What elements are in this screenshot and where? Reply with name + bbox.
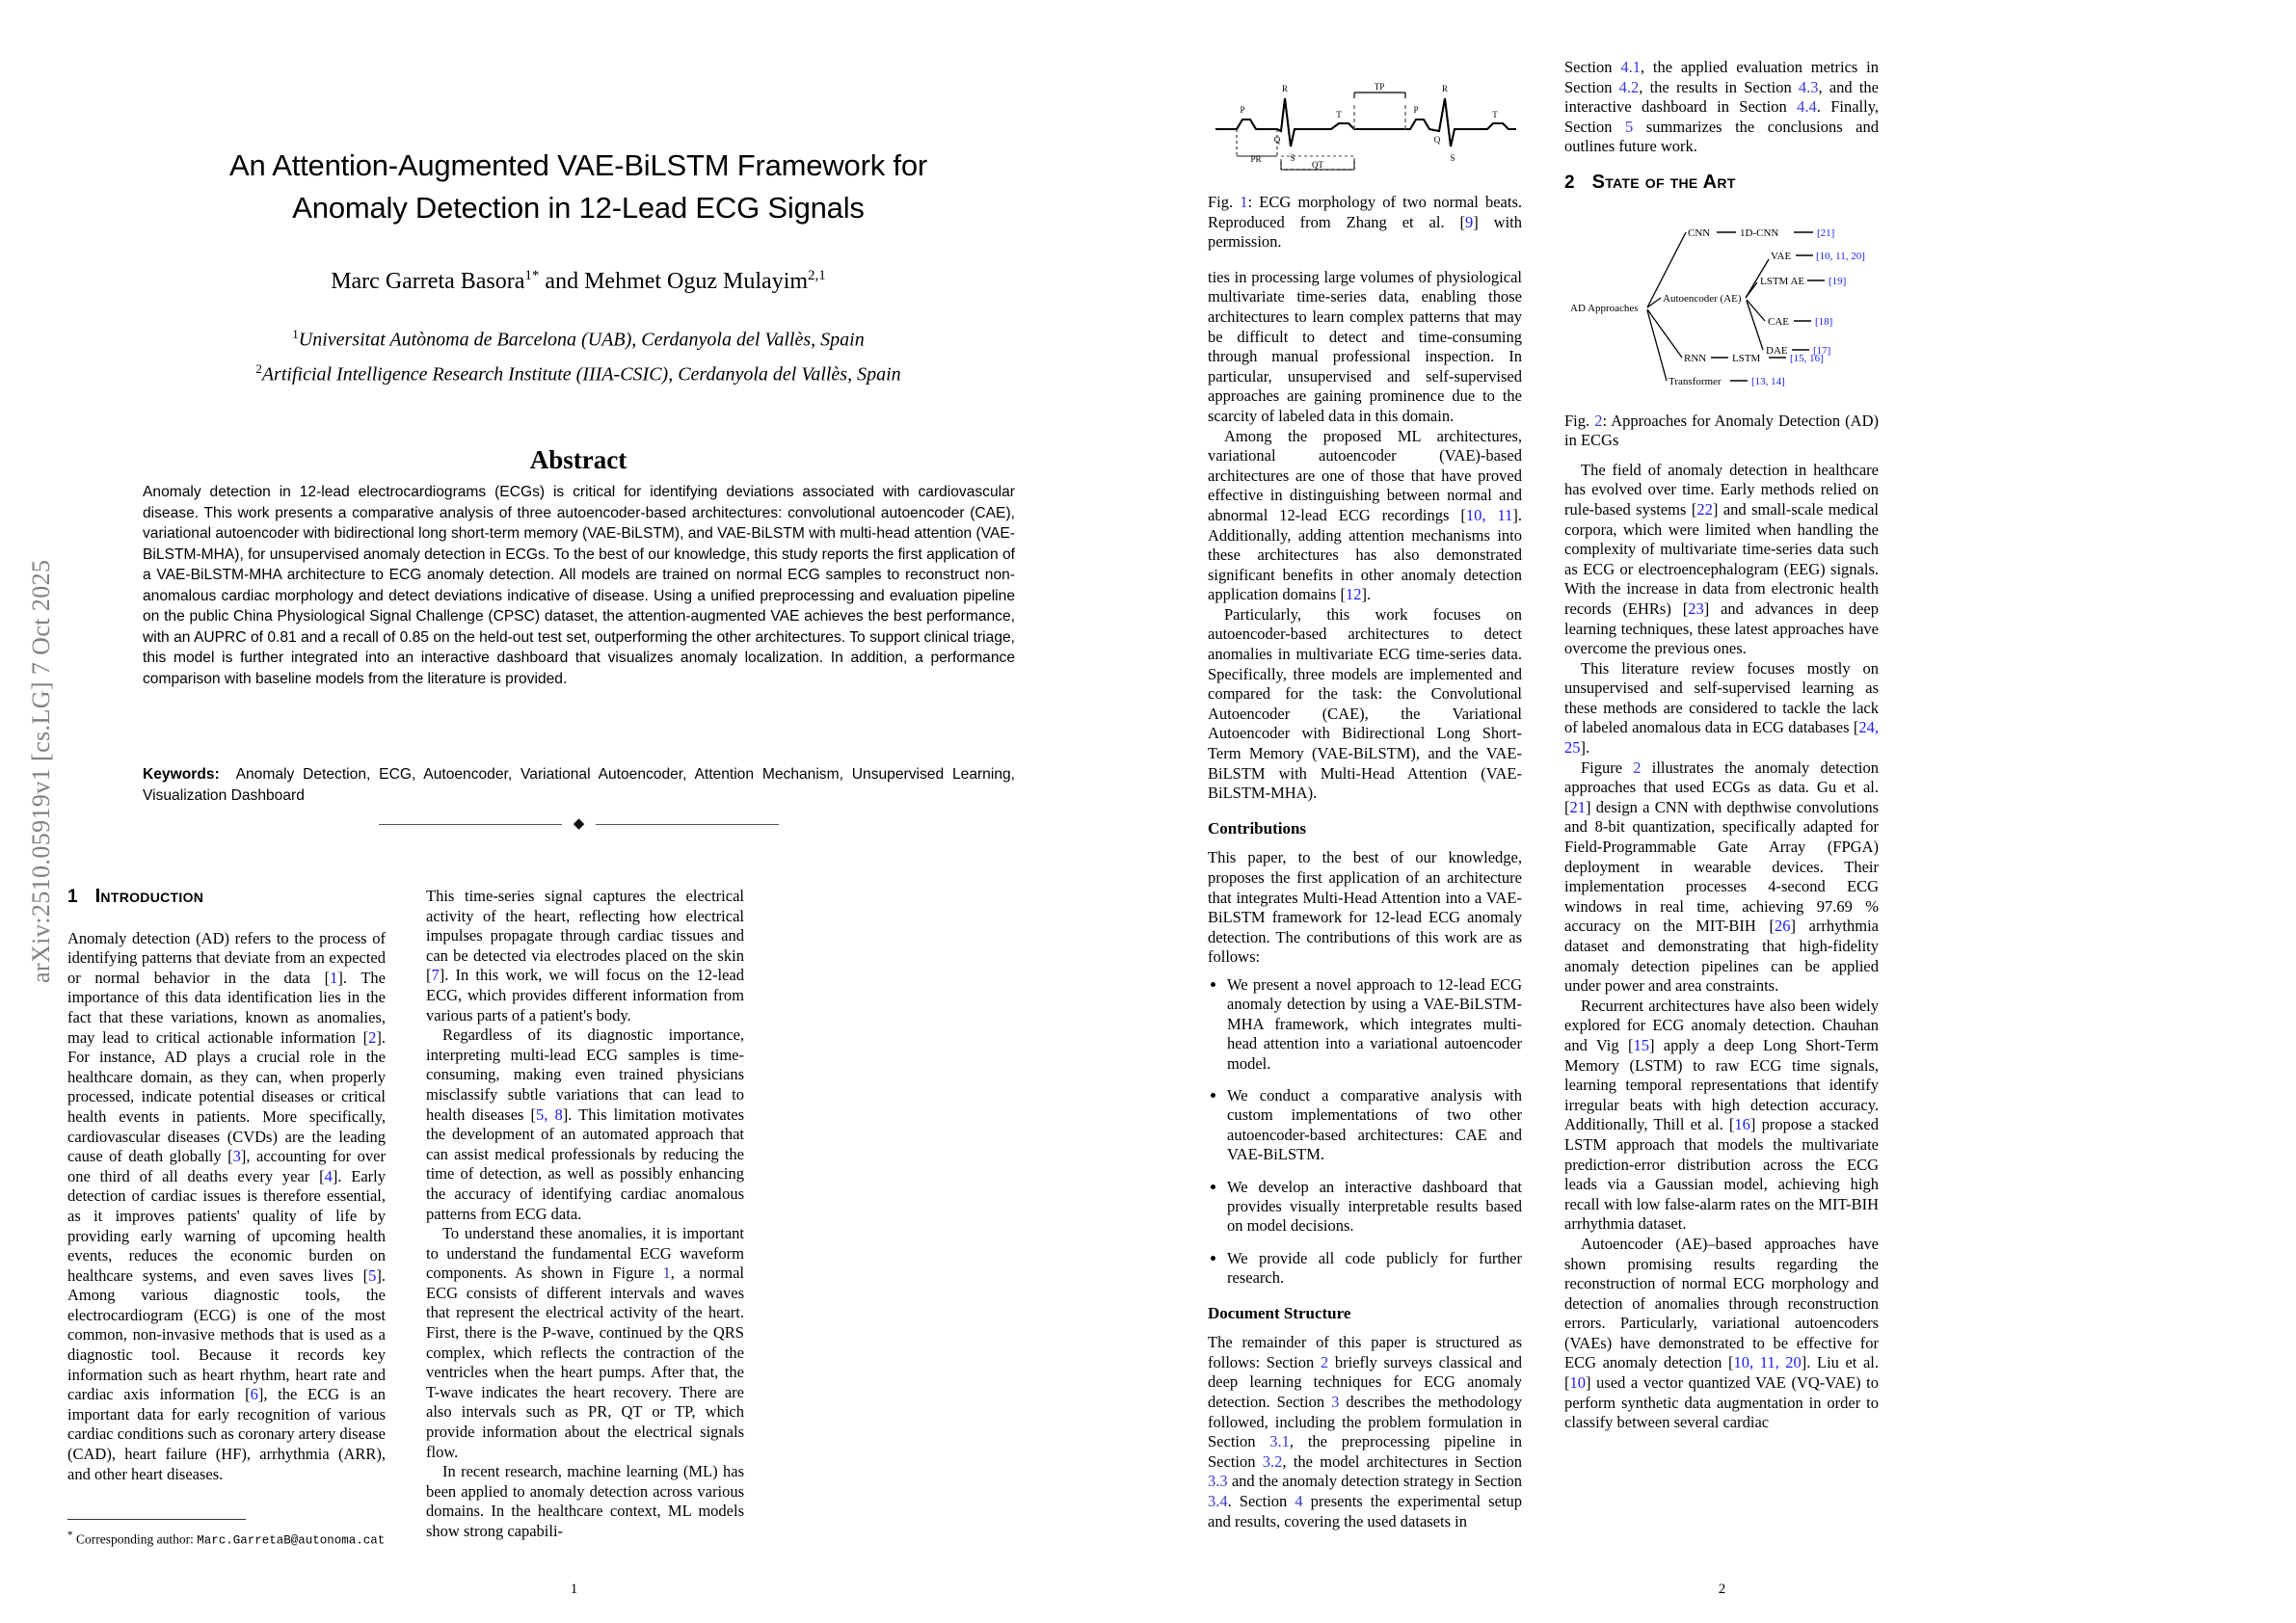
- citation-13-14: [13, 14]: [1751, 375, 1785, 387]
- section-title: Introduction: [94, 886, 204, 907]
- affiliation-2: [92, 355, 1065, 389]
- figure-1-caption: [1208, 193, 1522, 253]
- list-item: • We develop an interactive dashboard that provides visually interpretable results based on model decisions.: [1227, 1178, 1522, 1237]
- figure-2-caption-text: Approaches for Anomaly Detection (AD) in ECGs: [1564, 411, 1880, 450]
- paragraph: Autoencoder (AE)–based approaches have shown promising results regarding the reconstruction of normal ECG morphology and detection of anomalies through reconstruction errors. Particularly, variational autoencoders (VAEs) have demonstrated to be effective for ECG anomaly detection [10, 11, 20]. Liu et al. [10] used a vector quantized VAE (VQ-VAE) to perform synthetic data augmentation in order to classify between several cardiac: [1564, 1234, 1879, 1432]
- page2-column-2: [1564, 58, 1879, 1542]
- paragraph: In recent research, machine learning (ML) has been applied to anomaly detection across various domains. In the healthcare context, ML models show strong capabili-: [426, 1462, 744, 1540]
- keywords-block: [143, 764, 1015, 806]
- node-lstm-ae: LSTM AE: [1760, 275, 1805, 287]
- paragraph: Among the proposed ML architectures, variational autoencoder (VAE)-based architectures are one of those that have proved effective in distinguishing between normal and abnormal 12-lead ECG recordings [10, 11]. Additionally, adding attention mechanisms into these architectures has also demonstrated significant benefits in other anomaly detection application domains [12].: [1208, 426, 1522, 604]
- figure-2-ad-approaches-tree: [1564, 215, 1879, 398]
- list-item: • We provide all code publicly for further research.: [1227, 1249, 1522, 1289]
- list-item: • We present a novel approach to 12-lead ECG anomaly detection by using a VAE-BiLSTM-MHA framework, which integrates multi-head attention into a variational autoencoder model.: [1227, 975, 1522, 1074]
- svg-text:S: S: [1450, 153, 1455, 163]
- abstract-heading: Abstract: [529, 445, 627, 474]
- paragraph: This time-series signal captures the electrical activity of the heart, reflecting how electrical impulses propagate through cardiac tissues and can be detected via electrodes placed on the skin [7]. In this work, we will focus on the 12-lead ECG, which provides different information from various parts of a patient's body.: [426, 887, 744, 1024]
- citation-18: [18]: [1815, 315, 1833, 328]
- page-title: [92, 145, 1065, 229]
- keywords-list: Anomaly Detection, ECG, Autoencoder, Variational Autoencoder, Attention Mechanism, Unsupervised Learning, Visualization Dashboard: [143, 766, 1015, 804]
- svg-text:QT: QT: [1312, 160, 1323, 170]
- citation-17: [17]: [1813, 344, 1831, 357]
- svg-text:P: P: [1240, 105, 1245, 115]
- paragraph: This literature review focuses mostly on unsupervised and self-supervised learning as these methods are considered to tackle the lack of labeled anomalous data in ECG databases [24, 25].: [1564, 658, 1879, 758]
- svg-text:P: P: [1413, 105, 1419, 115]
- node-1d-cnn: 1D-CNN: [1740, 226, 1779, 239]
- title-line-1: An Attention-Augmented VAE-BiLSTM Framework for: [229, 148, 927, 182]
- node-vae: VAE: [1771, 250, 1792, 262]
- divider-rule-left: [379, 824, 562, 825]
- author-1-name: Marc Garreta Basora: [331, 269, 525, 294]
- subheading-contributions: Contributions: [1208, 818, 1307, 838]
- keywords-label: Keywords:: [143, 766, 220, 783]
- figure-1-caption-text-a: ECG morphology of two normal beats. Reproduced from Zhang et al. [: [1208, 193, 1522, 231]
- affiliations: [92, 320, 1065, 388]
- author-2-name: Mehmet Oguz Mulayim: [584, 269, 809, 294]
- footnote-rule: [67, 1519, 246, 1520]
- figure-2-label: Fig. 2:: [1564, 411, 1608, 430]
- paragraph: This paper, to the best of our knowledge, proposes the first application of an architecture that integrates Multi-Head Attention into a VAE-BiLSTM framework for 12-lead ECG anomaly detection. The contributions of this work are as follows:: [1208, 848, 1522, 967]
- node-lstm: LSTM: [1732, 352, 1761, 364]
- figure-1-ecg-morphology: [1208, 69, 1522, 175]
- paragraph: Section 4.1, the applied evaluation metrics in Section 4.2, the results in Section 4.3, and the interactive dashboard in Section 4.4. Finally, Section 5 summarizes the conclusions and outlines future work.: [1564, 58, 1880, 156]
- citation-21: [21]: [1817, 226, 1835, 239]
- contributions-list: [1208, 975, 1522, 1289]
- svg-text:S: S: [1290, 153, 1295, 163]
- title-block: [92, 145, 1065, 388]
- page-2: [1148, 0, 2296, 1623]
- ad-approaches-tree-svg: [1564, 215, 1879, 394]
- affiliation-1-text: Universitat Autònoma de Barcelona (UAB), Cerdanyola del Vallès, Spain: [298, 329, 865, 351]
- section-heading-state-of-the-art: [1564, 173, 1879, 194]
- paragraph: The field of anomaly detection in healthcare has evolved over time. Early methods relied on rule-based systems [22] and small-scale medical corpora, which were limited when handling the complexity of multivariate time-series data such as ECG or electroencephalogram (EEG) signals. With the increase in data from electronic health records (EHRs) [23] and advances in deep learning techniques, these latest approaches have overcome the previous ones.: [1564, 460, 1879, 658]
- paragraph: To understand these anomalies, it is important to understand the fundamental ECG waveform components. As shown in Figure 1, a normal ECG consists of different intervals and waves that represent the electrical activity of the heart. First, there is the P-wave, continued by the QRS complex, which reflects the contraction of the ventricles when the heart pumps. After that, the T-wave indicates the heart recovery. There are also intervals such as PR, QT or TP, which provide information about the electrical signals flow.: [426, 1224, 744, 1461]
- footnote-marker: *: [67, 1530, 73, 1541]
- section-number: 1: [67, 887, 78, 907]
- paragraph: Anomaly detection (AD) refers to the process of identifying patterns that deviate from an expected or normal behavior in the data [1]. The importance of this data identification lies in the fact that these variations, known as anomalies, may lead to critical actionable information [2]. For instance, AD plays a crucial role in the healthcare domain, as they can, when properly processed, indicate potential diseases or critical health events in patients. More specifically, cardiovascular diseases (CVDs) are the leading cause of death globally [3], accounting for over one third of all deaths every year [4]. Early detection of cardiac issues is therefore essential, as it improves patients' quality of life by providing early warning of upcoming health events, reduces the economic burden on healthcare systems, and even saves lives [5]. Among various diagnostic tools, the electrocardiogram (ECG) is one of the most common, non-invasive methods that is used as a diagnostic tool. Because it records key information such as heart rhythm, heart rate and cardiac axis information [6], the ECG is an important data for early recognition of various cardiac conditions such as coronary artery disease (CAD), heart failure (HF), arrhythmia (ARR), and other heart diseases.: [67, 928, 386, 1483]
- abstract-body: Anomaly detection in 12-lead electrocardiograms (ECGs) is critical for identifying deviations associated with cardiovascular disease. This work presents a comparative analysis of three autoencoder-based architectures: convolutional autoencoder (CAE), variational autoencoder with bidirectional long short-term memory (VAE-BiLSTM), and VAE-BiLSTM with multi-head attention (VAE-BiLSTM-MHA), for unsupervised anomaly detection in ECGs. To the best of our knowledge, this study reports the first application of a VAE-BiLSTM-MHA architecture to ECG anomaly detection. All models are trained on normal ECG samples to reconstruct non-anomalous cardiac morphology and detect deviations indicative of disease. Using a unified preprocessing and evaluation pipeline on the public China Physiological Signal Challenge (CPSC) dataset, the attention-augmented VAE achieves the best performance, with an AUPRC of 0.81 and a recall of 0.85 on the held-out test set, outperforming the other architectures. To support clinical triage, this model is further integrated into an interactive dashboard that visualizes anomaly localization. In addition, a performance comparison with baseline models from the literature is provided.: [143, 484, 1015, 687]
- affiliation-2-sup: 2: [255, 360, 262, 376]
- citation-link[interactable]: 9: [1464, 212, 1474, 231]
- list-item: • We conduct a comparative analysis with custom implementations of two other autoencoder-based architectures: CAE and VAE-BiLSTM.: [1227, 1086, 1522, 1165]
- page2-column-1: [1208, 58, 1522, 1542]
- node-ad-approaches: AD Approaches: [1570, 302, 1639, 314]
- citation-10-11-20: [10, 11, 20]: [1816, 250, 1865, 262]
- arxiv-stamp: arXiv:2510.05919v1 [cs.LG] 7 Oct 2025: [27, 559, 55, 983]
- svg-text:R: R: [1281, 84, 1289, 93]
- title-line-2: Anomaly Detection in 12-Lead ECG Signals: [292, 191, 865, 225]
- section-divider: [143, 817, 1015, 832]
- page2-body-columns: [1208, 58, 2244, 1542]
- section-title: State of the Art: [1591, 171, 1736, 193]
- diamond-icon: ◆: [573, 816, 585, 832]
- node-transformer: Transformer: [1669, 375, 1722, 387]
- node-cnn: CNN: [1688, 226, 1711, 239]
- page1-column-1: [67, 887, 386, 1561]
- footnote-line: [67, 1527, 395, 1550]
- node-cae: CAE: [1768, 315, 1789, 328]
- author-conjunction: and: [539, 269, 585, 294]
- svg-text:T: T: [1336, 110, 1342, 120]
- page-number-2: 2: [1718, 1582, 1726, 1597]
- author-1-sup: 1*: [524, 268, 540, 283]
- paragraph: The remainder of this paper is structured as follows: Section 2 briefly surveys classical and deep learning techniques for ECG anomaly detection. Section 3 describes the methodology followed, including the problem formulation in Section 3.1, the preprocessing pipeline in Section 3.2, the model architectures in Section 3.3 and the anomaly detection strategy in Section 3.4. Section 4 presents the experimental setup and results, covering the used datasets in: [1208, 1333, 1522, 1530]
- footnote-text: Corresponding author:: [76, 1531, 198, 1547]
- citation-19: [19]: [1829, 275, 1847, 287]
- affiliation-1: [92, 320, 1065, 355]
- paragraph: ties in processing large volumes of physiological multivariate time-series data, enabling those architectures to learn complex patterns that may be difficult to detect and time-consuming through manual professional inspection. In particular, unsupervised and self-supervised approaches are gaining prominence due to the scarcity of labeled data in this domain.: [1208, 267, 1522, 425]
- page-number-1: 1: [570, 1582, 578, 1597]
- figure-2-caption: [1564, 412, 1879, 451]
- figure-1-label: Fig. 1:: [1208, 193, 1253, 211]
- section-number: 2: [1564, 172, 1575, 193]
- affiliation-1-sup: 1: [292, 327, 299, 341]
- figure-1-caption-text-b: ] with permission.: [1208, 212, 1522, 252]
- citation-15-16: [15, 16]: [1790, 352, 1824, 364]
- paragraph: Figure 2 illustrates the anomaly detection approaches that used ECGs as data. Gu et al. [21] design a CNN with depthwise convolutions and 8-bit quantization, specifically adapted for Field-Programmable Gate Array (FPGA) deployment in wearable devices. Their implementation processes 4-second ECG windows in real time, achieving 97.69 % accuracy on the MIT-BIH [26] arrhythmia dataset and demonstrating that high-fidelity anomaly detection pipelines can be applied under power and area constraints.: [1564, 758, 1879, 996]
- affiliation-2-text: Artificial Intelligence Research Institute (IIIA-CSIC), Cerdanyola del Vallès, Spain: [261, 363, 901, 386]
- footnote-email[interactable]: Marc.GarretaB@autonoma.cat: [197, 1533, 386, 1548]
- author-list: [92, 268, 1065, 295]
- svg-text:R: R: [1441, 84, 1449, 93]
- page1-body-columns: [67, 887, 1084, 1561]
- node-autoencoder: Autoencoder (AE): [1663, 292, 1742, 305]
- svg-text:T: T: [1492, 110, 1498, 120]
- node-dae: DAE: [1766, 344, 1788, 357]
- ecg-waveform-svg: [1208, 69, 1522, 173]
- svg-text:Q: Q: [1433, 135, 1441, 145]
- node-rnn: RNN: [1684, 352, 1707, 364]
- svg-text:TP: TP: [1374, 82, 1385, 92]
- page1-column-2: [426, 887, 744, 1561]
- paragraph: Particularly, this work focuses on autoencoder-based architectures to detect anomalies in multivariate ECG time-series data. Specifically, three models are implemented and compared for the task: the Convolutional Autoencoder (CAE), the Variational Autoencoder with Bidirectional Long Short-Term Memory (VAE-BiLSTM), and the VAE-BiLSTM with Multi-Head Attention (VAE-BiLSTM-MHA).: [1208, 604, 1522, 803]
- section-heading-introduction: [67, 887, 386, 908]
- footnote-corresponding-author: [67, 1519, 395, 1550]
- paragraph: Recurrent architectures have also been widely explored for ECG anomaly detection. Chauhan and Vig [15] apply a deep Long Short-Term Memory (LSTM) to raw ECG time signals, learning temporal representations that identify irregular beats with high detection accuracy. Additionally, Thill et al. [16] propose a stacked LSTM approach that models the multivariate prediction-error distribution across the ECG leads via a Gaussian model, achieving high recall with low false-alarm rates on the MIT-BIH arrhythmia dataset.: [1564, 996, 1880, 1234]
- svg-text:PR: PR: [1250, 154, 1262, 164]
- divider-rule-right: [596, 824, 779, 825]
- svg-text:Q: Q: [1273, 135, 1281, 145]
- paragraph: Regardless of its diagnostic importance, interpreting multi-lead ECG samples is time-consuming, making even trained physicians misclassify subtle variations that can lead to health diseases [5, 8]. This limitation motivates the development of an automated approach that can assist medical professionals by reducing the time of detection, as well as possibly enhancing the accuracy of identifying cardiac anomalous patterns from ECG data.: [426, 1025, 744, 1223]
- author-2-sup: 2,1: [808, 268, 826, 283]
- subheading-document-structure: Document Structure: [1208, 1303, 1351, 1322]
